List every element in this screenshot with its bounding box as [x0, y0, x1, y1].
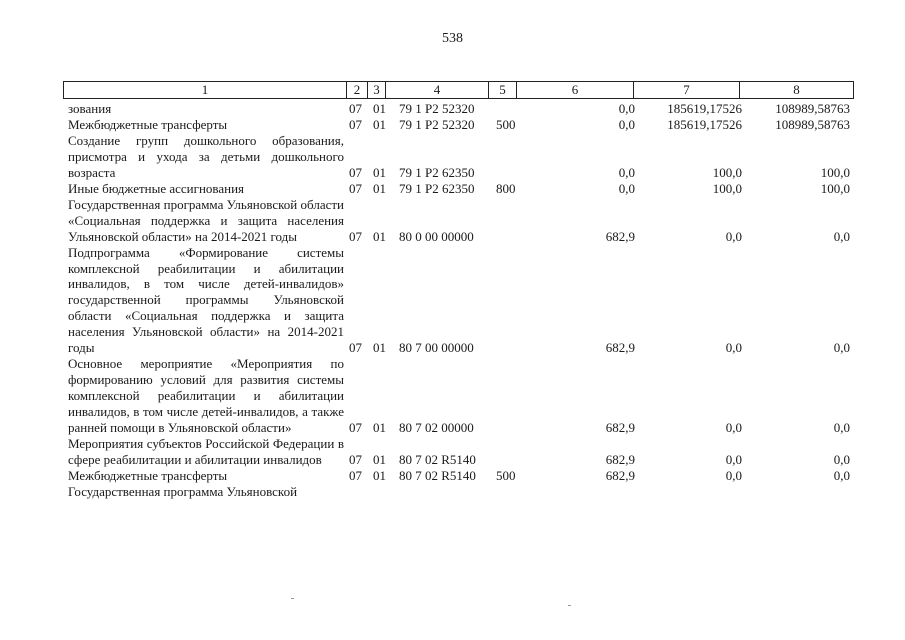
- row-name: Подпрограмма «Формирование системы комплексной реабилитации и абилитации инвалидов, в том числе детей-инвалидов» государственной программы Ульяновской области «Социальная поддержка и защита населения Ульяновской области» на 2014-2021 годы: [68, 244, 344, 356]
- cell-expense-type: 500: [496, 116, 516, 132]
- row-name: Государственная программа Ульяновской: [68, 483, 298, 499]
- table-row: [0, 101, 905, 117]
- cell-target-code: 79 1 P2 62350: [399, 164, 475, 180]
- table-row: [0, 245, 905, 357]
- cell-target-code: 80 0 00 00000: [399, 228, 474, 244]
- cell-section: 07: [349, 467, 362, 483]
- table-body: [0, 101, 905, 500]
- cell-amount-7: 185619,17526: [667, 101, 742, 116]
- cell-target-code: 80 7 02 R5140: [399, 467, 476, 483]
- cell-subsection: 01: [373, 228, 386, 244]
- cell-section: 07: [349, 228, 362, 244]
- column-header-2: 2: [347, 82, 368, 98]
- cell-amount-8: 0,0: [833, 420, 850, 436]
- table-row: [0, 133, 905, 181]
- row-name: Государственная программа Ульяновской области «Социальная поддержка и защита населения Ульяновской области» на 2014-2021 годы: [68, 196, 344, 244]
- cell-subsection: 01: [373, 164, 386, 180]
- cell-section: 07: [349, 340, 362, 356]
- cell-section: 07: [349, 451, 362, 467]
- column-header-4: 4: [386, 82, 489, 98]
- cell-amount-8: 0,0: [833, 340, 850, 356]
- cell-amount-6: 682,9: [605, 451, 635, 467]
- row-name: зования: [68, 101, 112, 116]
- table-header: [63, 81, 854, 99]
- cell-target-code: 80 7 00 00000: [399, 340, 474, 356]
- cell-amount-8: 0,0: [833, 467, 850, 483]
- column-header-1: 1: [64, 82, 347, 98]
- cell-amount-8: 108989,58763: [775, 101, 850, 116]
- table-row: [0, 356, 905, 436]
- cell-amount-8: 0,0: [833, 451, 850, 467]
- cell-amount-6: 0,0: [618, 164, 635, 180]
- cell-target-code: 79 1 P2 62350: [399, 180, 475, 196]
- cell-section: 07: [349, 101, 362, 116]
- cell-amount-6: 682,9: [605, 467, 635, 483]
- cell-subsection: 01: [373, 101, 386, 116]
- cell-target-code: 79 1 P2 52320: [399, 116, 475, 132]
- cell-target-code: 80 7 02 R5140: [399, 451, 476, 467]
- table-row: [0, 117, 905, 133]
- cell-subsection: 01: [373, 116, 386, 132]
- row-name: Создание групп дошкольного образования, присмотра и ухода за детьми дошкольного возраста: [68, 132, 344, 180]
- cell-amount-7: 0,0: [725, 467, 742, 483]
- cell-subsection: 01: [373, 180, 386, 196]
- column-header-6: 6: [517, 82, 634, 98]
- cell-section: 07: [349, 164, 362, 180]
- table-row: [0, 484, 905, 500]
- cell-amount-6: 0,0: [618, 101, 635, 116]
- cell-amount-6: 682,9: [605, 228, 635, 244]
- column-header-8: 8: [793, 82, 800, 97]
- cell-amount-6: 0,0: [618, 116, 635, 132]
- cell-amount-8: 100,0: [820, 164, 850, 180]
- table-row: [0, 197, 905, 245]
- table-row: [0, 181, 905, 197]
- cell-amount-7: 100,0: [712, 180, 742, 196]
- cell-amount-6: 682,9: [605, 420, 635, 436]
- cell-section: 07: [349, 420, 362, 436]
- cell-section: 07: [349, 116, 362, 132]
- cell-amount-8: 108989,58763: [775, 116, 850, 132]
- scan-speck: [568, 605, 571, 606]
- column-header-7: 7: [634, 82, 740, 98]
- column-header-5: 5: [489, 82, 517, 98]
- cell-amount-7: 0,0: [725, 228, 742, 244]
- cell-amount-6: 0,0: [618, 180, 635, 196]
- cell-amount-8: 0,0: [833, 228, 850, 244]
- row-name: Основное мероприятие «Мероприятия по формированию условий для развития системы комплексной реабилитации и абилитации инвалидов, в том числе детей-инвалидов, а также ранней помощи в Ульяновской области»: [68, 356, 344, 436]
- cell-subsection: 01: [373, 420, 386, 436]
- cell-amount-7: 100,0: [712, 164, 742, 180]
- row-name: Иные бюджетные ассигнования: [68, 180, 245, 196]
- cell-target-code: 80 7 02 00000: [399, 420, 474, 436]
- table-row: [0, 468, 905, 484]
- scan-speck: [291, 598, 294, 599]
- cell-subsection: 01: [373, 451, 386, 467]
- cell-subsection: 01: [373, 467, 386, 483]
- cell-subsection: 01: [373, 340, 386, 356]
- cell-amount-7: 185619,17526: [667, 116, 742, 132]
- column-header-3: 3: [368, 82, 386, 98]
- row-name: Межбюджетные трансферты: [68, 467, 228, 483]
- cell-amount-8: 100,0: [820, 180, 850, 196]
- cell-expense-type: 800: [496, 180, 516, 196]
- cell-amount-6: 682,9: [605, 340, 635, 356]
- cell-amount-7: 0,0: [725, 451, 742, 467]
- cell-amount-7: 0,0: [725, 420, 742, 436]
- table-row: [0, 436, 905, 468]
- cell-amount-7: 0,0: [725, 340, 742, 356]
- page-number: 538: [442, 31, 463, 46]
- row-name: Мероприятия субъектов Российской Федерации в сфере реабилитации и абилитации инвалидов: [68, 436, 344, 467]
- cell-section: 07: [349, 180, 362, 196]
- row-name: Межбюджетные трансферты: [68, 116, 228, 132]
- cell-expense-type: 500: [496, 467, 516, 483]
- cell-target-code: 79 1 P2 52320: [399, 101, 475, 116]
